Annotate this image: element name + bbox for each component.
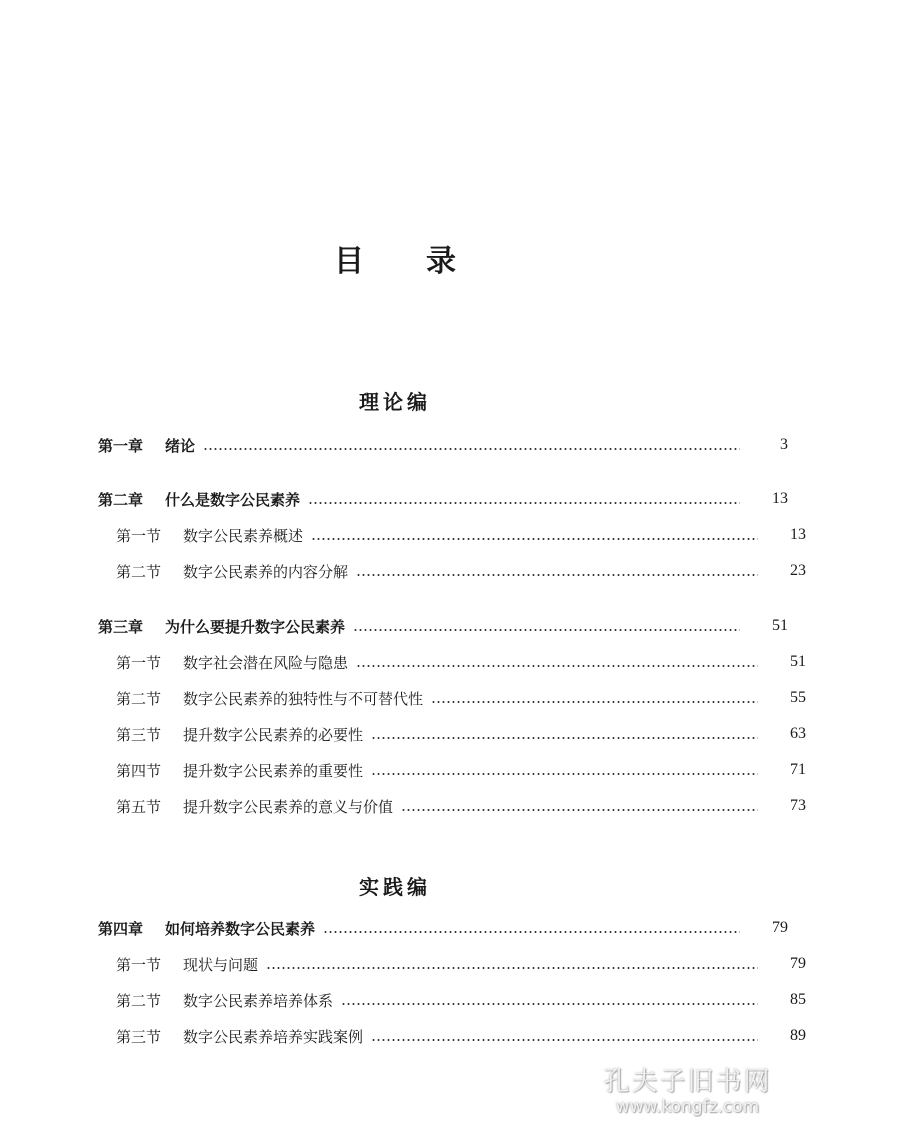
dot-leader (371, 1038, 758, 1042)
page-number: 51 (790, 653, 806, 670)
section-title: 提升数字公民素养的重要性 (183, 761, 364, 780)
page-number: 85 (790, 991, 806, 1008)
page-title (0, 236, 790, 280)
dot-leader (353, 628, 740, 632)
toc-section-3-1[interactable] (0, 650, 906, 674)
page-number: 71 (790, 761, 806, 778)
chapter-number: 第三章 (98, 617, 144, 636)
chapter-title: 如何培养数字公民素养 (165, 919, 316, 938)
toc-section-3-3[interactable] (0, 722, 906, 746)
toc-section-4-1[interactable] (0, 952, 906, 976)
toc-chapter-3[interactable] (0, 614, 888, 638)
toc-section-3-4[interactable] (0, 758, 906, 782)
dot-leader (341, 1002, 758, 1006)
watermark-name: 孔夫子旧书网 (603, 1067, 772, 1097)
chapter-number: 第四章 (98, 919, 144, 938)
section-number: 第三节 (116, 1027, 162, 1046)
dot-leader (371, 736, 758, 740)
toc-section-4-3[interactable] (0, 1024, 906, 1048)
dot-leader (356, 664, 758, 668)
section-title: 数字公民素养的内容分解 (183, 562, 349, 581)
section-number: 第五节 (116, 797, 162, 816)
section-number: 第二节 (116, 689, 162, 708)
section-number: 第一节 (116, 955, 162, 974)
toc-section-3-2[interactable] (0, 686, 906, 710)
toc-section-3-5[interactable] (0, 794, 906, 818)
page-number: 23 (790, 562, 806, 579)
page-number: 79 (772, 919, 788, 936)
section-number: 第三节 (116, 725, 162, 744)
section-title: 数字公民素养概述 (183, 526, 304, 545)
chapter-number: 第一章 (98, 436, 144, 455)
section-title: 数字公民素养的独特性与不可替代性 (183, 689, 424, 708)
page-number: 51 (772, 617, 788, 634)
page-number: 13 (790, 526, 806, 543)
watermark-url: www.kongfz.com (615, 1097, 760, 1117)
toc-section-2-1[interactable] (0, 523, 906, 547)
dot-leader (203, 447, 740, 451)
page-number: 73 (790, 797, 806, 814)
section-number: 第一节 (116, 653, 162, 672)
toc-section-4-2[interactable] (0, 988, 906, 1012)
section-number: 第四节 (116, 761, 162, 780)
chapter-title: 为什么要提升数字公民素养 (165, 617, 346, 636)
toc-chapter-1[interactable] (0, 433, 888, 457)
toc-chapter-2[interactable] (0, 487, 888, 511)
dot-leader (401, 808, 758, 812)
section-number: 第一节 (116, 526, 162, 545)
section-number: 第二节 (116, 562, 162, 581)
section-number: 第二节 (116, 991, 162, 1010)
page-number: 89 (790, 1027, 806, 1044)
section-title: 提升数字公民素养的必要性 (183, 725, 364, 744)
section-title: 数字公民素养培养体系 (183, 991, 334, 1010)
section-title: 数字公民素养培养实践案例 (183, 1027, 364, 1046)
title-char-left: 目 (334, 244, 364, 279)
chapter-title: 什么是数字公民素养 (165, 490, 301, 509)
dot-leader (311, 537, 758, 541)
dot-leader (323, 930, 740, 934)
page-number: 13 (772, 490, 788, 507)
part-heading-practice: 实践编 (359, 875, 431, 899)
section-title: 提升数字公民素养的意义与价值 (183, 797, 394, 816)
section-title: 现状与问题 (183, 955, 259, 974)
dot-leader (431, 700, 758, 704)
chapter-number: 第二章 (98, 490, 144, 509)
page-number: 79 (790, 955, 806, 972)
title-char-right: 录 (426, 244, 456, 279)
toc-section-2-2[interactable] (0, 559, 906, 583)
section-title: 数字社会潜在风险与隐患 (183, 653, 349, 672)
part-heading-theory: 理论编 (359, 390, 431, 414)
dot-leader (308, 501, 740, 505)
page-number: 63 (790, 725, 806, 742)
dot-leader (266, 966, 758, 970)
page-number: 3 (780, 436, 788, 453)
page-number: 55 (790, 689, 806, 706)
chapter-title: 绪论 (165, 436, 196, 455)
toc-chapter-4[interactable] (0, 916, 888, 940)
watermark (590, 1068, 785, 1118)
dot-leader (371, 772, 758, 776)
dot-leader (356, 573, 758, 577)
